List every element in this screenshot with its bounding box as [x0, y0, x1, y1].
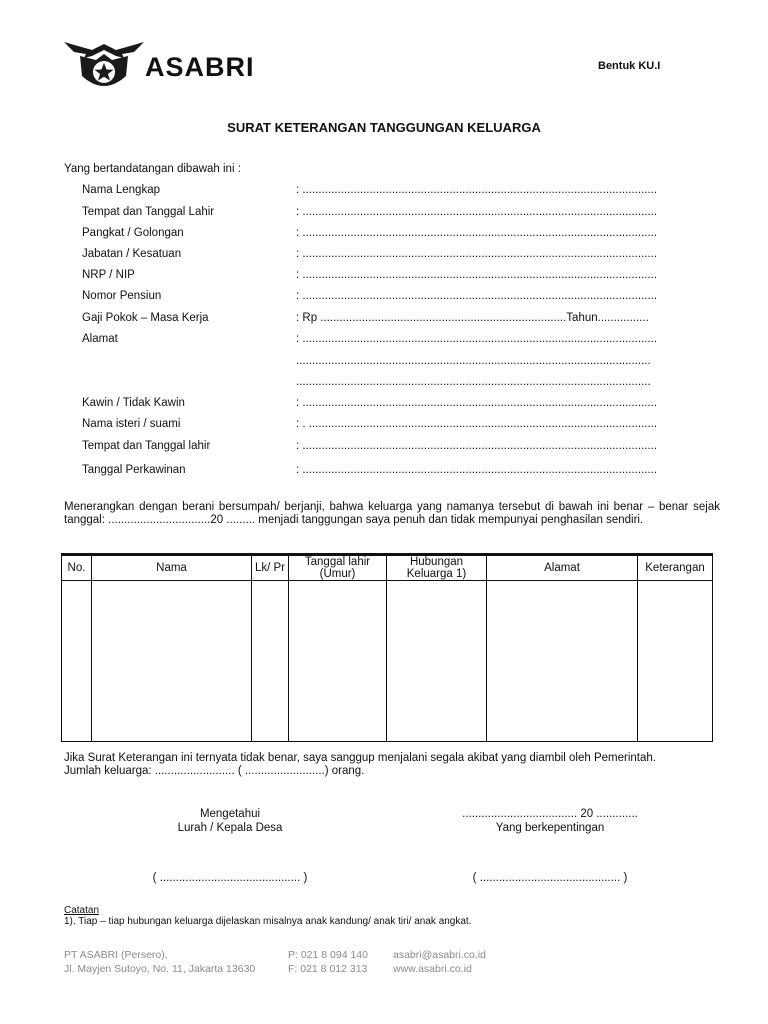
field-value-nama-lengkap[interactable]: : ............................................................................................................... [296, 184, 658, 196]
col-header-tanggal-lahir: Tanggal lahir (Umur) [289, 555, 387, 581]
family-table [61, 553, 713, 742]
form-code: Bentuk KU.I [598, 60, 661, 72]
col-header-hubungan: Hubungan Keluarga 1) [387, 555, 487, 581]
field-value-pangkat[interactable]: : ............................................................................................................... [296, 227, 658, 239]
table-row [62, 581, 713, 742]
footer-address: Jl. Mayjen Sutoyo, No. 11, Jakarta 13630 [64, 963, 256, 975]
cell-hubungan[interactable] [387, 581, 487, 742]
field-label-nama-lengkap: Nama Lengkap [82, 184, 160, 196]
col-header-lk-pr: Lk/ Pr [252, 555, 289, 581]
notes-item: 1). Tiap – tiap hubungan keluarga dijelaskan misalnya anak kandung/ anak tiri/ anak angkat. [64, 916, 472, 927]
field-value-alamat-1[interactable]: : ............................................................................................................... [296, 333, 658, 345]
cell-keterangan[interactable] [638, 581, 713, 742]
notes-title: Catatan [64, 905, 100, 916]
field-value-nrp-nip[interactable]: : ............................................................................................................... [296, 269, 658, 281]
intro-text: Yang bertandatangan dibawah ini : [64, 163, 241, 175]
footer-website[interactable]: www.asabri.co.id [393, 963, 472, 975]
field-value-alamat-3[interactable]: ............................................................................................................... [296, 376, 651, 388]
signature-left-blank[interactable]: ( ............................................ ) [152, 872, 308, 884]
field-value-tempat-tanggal-lahir[interactable]: : ............................................................................................................... [296, 206, 658, 218]
field-label-alamat: Alamat [82, 333, 118, 345]
field-value-gaji-pokok[interactable]: : Rp .............................................................................Tahun................ [296, 312, 649, 324]
cell-tanggal-lahir[interactable] [289, 581, 387, 742]
footer-phone: P: 021 8 094 140 [288, 949, 368, 961]
field-label-nomor-pensiun: Nomor Pensiun [82, 290, 162, 302]
footer-company: PT ASABRI (Persero), [64, 949, 168, 961]
document-title: SURAT KETERANGAN TANGGUNGAN KELUARGA [227, 120, 541, 135]
signature-left-heading: Mengetahui [199, 808, 261, 820]
cell-alamat[interactable] [487, 581, 638, 742]
logo-wordmark: ASABRI [145, 52, 255, 82]
field-label-tanggal-perkawinan: Tanggal Perkawinan [82, 464, 186, 476]
field-label-kawin: Kawin / Tidak Kawin [82, 397, 185, 409]
signature-right-blank[interactable]: ( ............................................ ) [472, 872, 628, 884]
family-count-line: Jumlah keluarga: ......................... ( .........................) orang. [64, 765, 365, 777]
field-value-kawin[interactable]: : ............................................................................................................... [296, 397, 658, 409]
field-label-nama-isteri-suami: Nama isteri / suami [82, 418, 181, 430]
footer-email[interactable]: asabri@asabri.co.id [393, 949, 486, 961]
table-header-row [62, 555, 713, 581]
field-label-nrp-nip: NRP / NIP [82, 269, 135, 281]
field-label-jabatan: Jabatan / Kesatuan [82, 248, 182, 260]
field-label-tempat-tanggal-lahir: Tempat dan Tanggal Lahir [82, 206, 215, 218]
col-header-alamat: Alamat [487, 555, 638, 581]
field-value-jabatan[interactable]: : ............................................................................................................... [296, 248, 658, 260]
cell-nama[interactable] [92, 581, 252, 742]
cell-lk-pr[interactable] [252, 581, 289, 742]
field-value-tempat-tanggal-lahir-pasangan[interactable]: : ............................................................................................................... [296, 440, 658, 452]
field-value-tanggal-perkawinan[interactable]: : ............................................................................................................... [296, 464, 658, 476]
declaration-paragraph: Menerangkan dengan berani bersumpah/ berjanji, bahwa keluarga yang namanya tersebut di bawah ini benar – benar sejak tanggal: ................................20 ......... menjadi tanggungan saya penuh dan tidak mempunyai penghasilan sendiri. [64, 501, 720, 526]
col-header-nama: Nama [92, 555, 252, 581]
field-label-gaji-pokok: Gaji Pokok – Masa Kerja [82, 312, 209, 324]
footer-fax: F: 021 8 012 313 [288, 963, 368, 975]
signature-right-date[interactable]: .................................... 20 ............. [462, 808, 638, 820]
field-value-alamat-2[interactable]: ............................................................................................................... [296, 355, 651, 367]
field-label-pangkat: Pangkat / Golongan [82, 227, 184, 239]
asabri-emblem-icon [64, 42, 144, 86]
signature-right-title: Yang berkepentingan [495, 822, 605, 834]
col-header-no: No. [62, 555, 92, 581]
col-header-keterangan: Keterangan [638, 555, 713, 581]
cell-no[interactable] [62, 581, 92, 742]
field-value-nama-isteri-suami[interactable]: : . ............................................................................................................. [296, 418, 658, 430]
closing-statement: Jika Surat Keterangan ini ternyata tidak benar, saya sanggup menjalani segala akibat yang diambil oleh Pemerintah. [64, 752, 656, 764]
field-label-tempat-tanggal-lahir-pasangan: Tempat dan Tanggal lahir [82, 440, 211, 452]
field-value-nomor-pensiun[interactable]: : ............................................................................................................... [296, 290, 658, 302]
signature-left-title: Lurah / Kepala Desa [177, 822, 283, 834]
